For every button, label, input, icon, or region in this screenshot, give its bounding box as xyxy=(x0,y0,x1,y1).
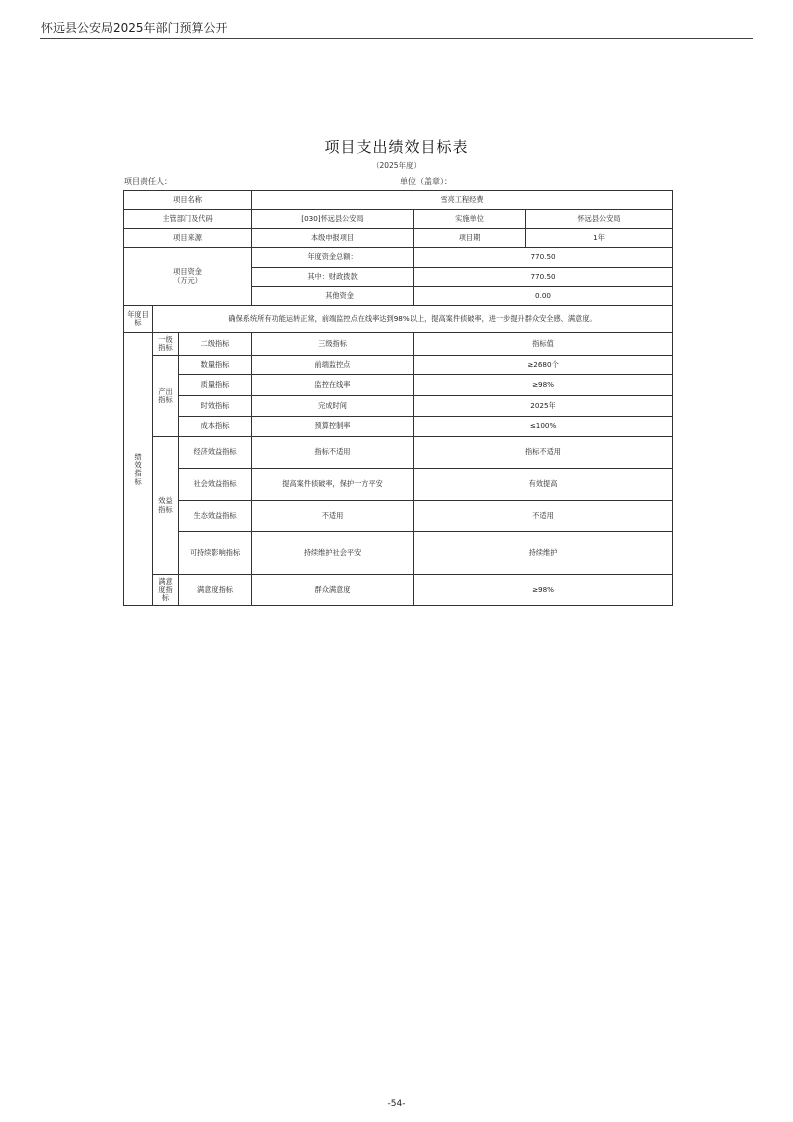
level3-cell: 群众满意度 xyxy=(252,575,414,606)
level2-cell: 经济效益指标 xyxy=(179,437,252,469)
table-row xyxy=(124,210,673,229)
output-indicator-label: 产出指标 xyxy=(153,356,179,437)
table-row xyxy=(124,469,673,501)
unit-stamp-label: 单位（盖章）： xyxy=(400,177,452,186)
fiscal-label: 其中：财政拨款 xyxy=(252,268,414,287)
period-label: 项目期 xyxy=(414,229,526,248)
other-funds-value: 0.00 xyxy=(414,287,673,306)
table-row xyxy=(124,501,673,532)
table-row xyxy=(124,396,673,417)
satisfaction-indicator-label: 满意度指标 xyxy=(153,575,179,606)
project-name-value: 雪亮工程经费 xyxy=(252,191,673,210)
period-value: 1年 xyxy=(526,229,673,248)
source-label: 项目来源 xyxy=(124,229,252,248)
table-row xyxy=(124,532,673,575)
table-row xyxy=(124,375,673,396)
impl-unit-label: 实施单位 xyxy=(414,210,526,229)
table-row xyxy=(124,417,673,437)
performance-indicator-label: 绩效指标 xyxy=(124,333,153,606)
annual-total-label: 年度资金总额： xyxy=(252,248,414,268)
performance-target-table xyxy=(123,190,673,606)
source-value: 本级申报项目 xyxy=(252,229,414,248)
level2-cell: 生态效益指标 xyxy=(179,501,252,532)
table-row xyxy=(124,575,673,606)
level2-header: 二级指标 xyxy=(179,333,252,356)
funds-label-line2: （万元） xyxy=(173,275,202,285)
level2-cell: 社会效益指标 xyxy=(179,469,252,501)
level3-cell: 完成时间 xyxy=(252,396,414,417)
funds-label-line1: 项目资金 xyxy=(173,267,202,277)
level3-cell: 持续维护社会平安 xyxy=(252,532,414,575)
indicator-value-cell: ≥2680个 xyxy=(414,356,673,375)
indicator-value-cell: ≥98% xyxy=(414,575,673,606)
dept-label: 主管部门及代码 xyxy=(124,210,252,229)
table-row xyxy=(124,306,673,333)
level2-cell: 时效指标 xyxy=(179,396,252,417)
level2-cell: 成本指标 xyxy=(179,417,252,437)
table-row xyxy=(124,191,673,210)
annual-goal-text: 确保系统所有功能运转正常，前端监控点在线率达到98%以上，提高案件侦破率，进一步提升群众安全感、满意度。 xyxy=(153,306,673,333)
indicator-value-cell: ≤100% xyxy=(414,417,673,437)
project-name-label: 项目名称 xyxy=(124,191,252,210)
level3-cell: 预算控制率 xyxy=(252,417,414,437)
responsible-person-label: 项目责任人： xyxy=(124,177,172,186)
table-row xyxy=(124,356,673,375)
level3-cell: 指标不适用 xyxy=(252,437,414,469)
level2-cell: 数量指标 xyxy=(179,356,252,375)
header-divider xyxy=(40,38,753,39)
funds-label xyxy=(124,248,252,306)
indicator-value-cell: 2025年 xyxy=(414,396,673,417)
benefit-indicator-label: 效益指标 xyxy=(153,437,179,575)
level3-cell: 不适用 xyxy=(252,501,414,532)
level2-cell: 可持续影响指标 xyxy=(179,532,252,575)
document-year: （2025年度） xyxy=(371,161,422,170)
level3-cell: 前端监控点 xyxy=(252,356,414,375)
other-funds-label: 其他资金 xyxy=(252,287,414,306)
table-row xyxy=(124,248,673,268)
header-title: 怀远县公安局2025年部门预算公开 xyxy=(41,21,228,35)
level2-cell: 质量指标 xyxy=(179,375,252,396)
level3-cell: 监控在线率 xyxy=(252,375,414,396)
indicator-value-cell: 有效提高 xyxy=(414,469,673,501)
page-number: -54- xyxy=(387,1099,406,1109)
indicator-value-header: 指标值 xyxy=(414,333,673,356)
level3-cell: 提高案件侦破率，保护一方平安 xyxy=(252,469,414,501)
level3-header: 三级指标 xyxy=(252,333,414,356)
indicator-value-cell: ≥98% xyxy=(414,375,673,396)
indicator-value-cell: 指标不适用 xyxy=(414,437,673,469)
table-row xyxy=(124,333,673,356)
level1-header: 一级指标 xyxy=(153,333,179,356)
document-title: 项目支出绩效目标表 xyxy=(324,138,469,156)
impl-unit-value: 怀远县公安局 xyxy=(526,210,673,229)
indicator-value-cell: 不适用 xyxy=(414,501,673,532)
dept-value: [030]怀远县公安局 xyxy=(252,210,414,229)
annual-total-value: 770.50 xyxy=(414,248,673,268)
indicator-value-cell: 持续维护 xyxy=(414,532,673,575)
table-row xyxy=(124,437,673,469)
annual-goal-label: 年度目标 xyxy=(124,306,153,333)
level2-cell: 满意度指标 xyxy=(179,575,252,606)
fiscal-value: 770.50 xyxy=(414,268,673,287)
table-row xyxy=(124,229,673,248)
